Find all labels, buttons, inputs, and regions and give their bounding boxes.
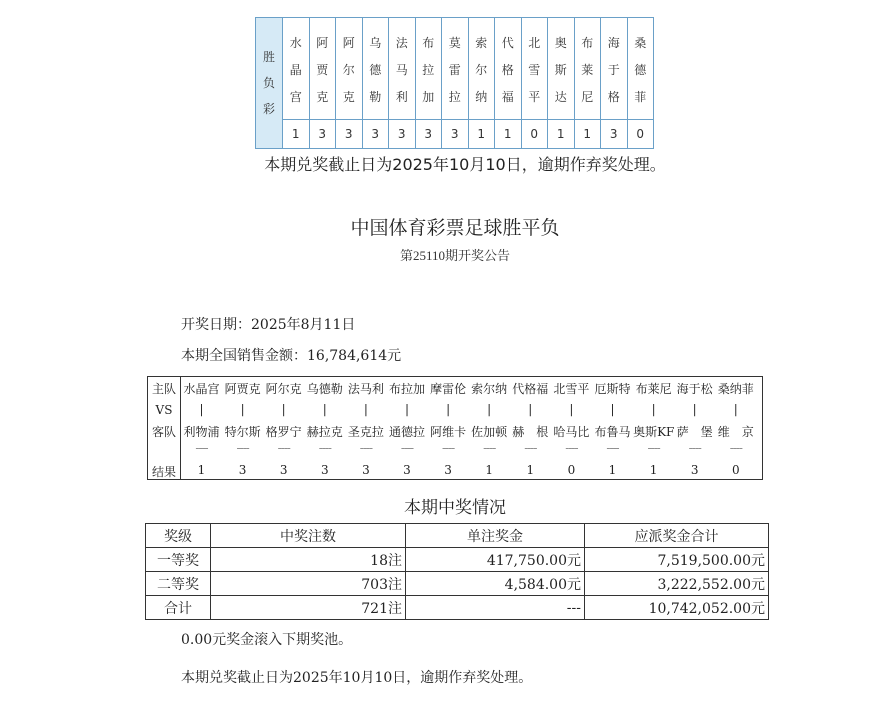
result-cell: 3 xyxy=(601,119,628,148)
prize-table-header xyxy=(146,524,769,548)
match-column xyxy=(345,377,386,479)
vs-separator: | xyxy=(240,402,245,416)
announcement-title: 中国体育彩票足球胜平负 xyxy=(350,218,560,239)
match-result: 3 xyxy=(362,463,370,477)
away-team: 奥斯KF xyxy=(633,425,675,439)
vs-separator: | xyxy=(487,402,492,416)
home-team: 水晶宫 xyxy=(183,382,220,396)
result-cell: 1 xyxy=(574,119,601,148)
away-team: 格罗宁 xyxy=(265,425,302,439)
vs-separator: | xyxy=(363,402,368,416)
result-label: 结果 xyxy=(151,465,176,479)
match-result: 1 xyxy=(526,463,535,477)
match-result: 0 xyxy=(731,463,740,477)
away-team: 利物浦 xyxy=(183,425,220,439)
dash-separator: ---- xyxy=(359,441,372,455)
vs-separator: | xyxy=(610,402,615,416)
vs-separator: | xyxy=(322,402,327,416)
home-team: 阿贾克 xyxy=(224,382,261,396)
dash-separator: ---- xyxy=(236,441,249,455)
total-prize: 7,519,500.00元 xyxy=(585,548,769,572)
result-cell: 3 xyxy=(336,119,363,148)
total-prize: 3,222,552.00元 xyxy=(585,572,769,596)
away-team: 维 京 xyxy=(717,425,754,439)
dash-separator: ---- xyxy=(688,441,701,455)
team-header: 北 雪 平 xyxy=(521,18,548,120)
team-header: 阿 尔 克 xyxy=(336,18,363,120)
home-team: 法马利 xyxy=(347,382,384,396)
home-team: 布拉加 xyxy=(388,382,425,396)
unit-prize: 417,750.00元 xyxy=(406,548,585,572)
dash-separator: ---- xyxy=(318,441,331,455)
winner-count: 721注 xyxy=(211,596,406,620)
prize-section-title: 本期中奖情况 xyxy=(404,498,506,518)
vs-separator: | xyxy=(733,402,738,416)
vs-separator: | xyxy=(281,402,286,416)
team-header: 桑 德 菲 xyxy=(627,18,654,120)
match-column xyxy=(222,377,263,479)
match-column xyxy=(428,377,469,479)
vs-separator: | xyxy=(446,402,451,416)
away-team: 赫 根 xyxy=(512,425,549,439)
match-result: 3 xyxy=(238,463,247,477)
home-team: 桑纳菲 xyxy=(717,382,754,396)
result-cell: 1 xyxy=(548,119,575,148)
team-header: 水 晶 宫 xyxy=(283,18,310,120)
lottery-type-label xyxy=(256,18,283,149)
dash-separator: ---- xyxy=(565,441,578,455)
home-label: 主队 xyxy=(151,382,176,396)
result-cell: 1 xyxy=(283,119,310,148)
match-column xyxy=(633,377,674,479)
lottery-result-table xyxy=(255,17,654,149)
match-result: 1 xyxy=(649,463,658,477)
away-team: 通德拉 xyxy=(388,425,425,439)
match-result: 0 xyxy=(567,463,576,477)
team-header: 乌 德 勒 xyxy=(362,18,389,120)
vs-separator: | xyxy=(569,402,574,416)
sales-amount: 本期全国销售金额：16,784,614元 xyxy=(181,348,402,364)
match-column xyxy=(387,377,428,479)
dash-separator: ---- xyxy=(483,441,496,455)
match-column xyxy=(304,377,345,479)
home-team: 代格福 xyxy=(512,382,549,396)
match-column xyxy=(181,377,222,479)
team-header: 法 马 利 xyxy=(389,18,416,120)
vs-label: VS xyxy=(155,403,173,417)
result-cell: 0 xyxy=(521,119,548,148)
rollover-note: 0.00元奖金滚入下期奖池。 xyxy=(181,632,353,648)
header-cell: 单注奖金 xyxy=(406,524,585,548)
header-cell: 中奖注数 xyxy=(211,524,406,548)
home-team: 索尔纳 xyxy=(471,382,508,396)
total-prize: 10,742,052.00元 xyxy=(585,596,769,620)
winner-count: 703注 xyxy=(211,572,406,596)
result-cell: 3 xyxy=(362,119,389,148)
match-result: 3 xyxy=(403,463,411,477)
dash-separator: ---- xyxy=(729,441,742,455)
match-result: 3 xyxy=(279,463,288,477)
home-team: 布莱尼 xyxy=(635,382,672,396)
match-result-box xyxy=(147,376,763,480)
prize-table xyxy=(145,523,769,620)
dash-separator: ---- xyxy=(606,441,619,455)
result-cell: 1 xyxy=(495,119,522,148)
result-cell: 1 xyxy=(468,119,495,148)
match-column xyxy=(592,377,633,479)
vs-separator: | xyxy=(404,402,410,416)
home-team: 北雪平 xyxy=(553,382,590,396)
prize-level: 二等奖 xyxy=(146,572,211,596)
result-cell: 3 xyxy=(442,119,469,148)
table-row xyxy=(146,548,769,572)
match-result: 3 xyxy=(690,463,699,477)
match-result: 1 xyxy=(608,463,617,477)
result-cell: 0 xyxy=(627,119,654,148)
away-team: 萨 堡 xyxy=(676,425,713,439)
team-header: 索 尔 纳 xyxy=(468,18,495,120)
home-team: 摩雷伦 xyxy=(430,382,467,396)
team-header: 布 莱 尼 xyxy=(574,18,601,120)
winner-count: 18注 xyxy=(211,548,406,572)
team-header: 莫 雷 拉 xyxy=(442,18,469,120)
away-team: 佐加顿 xyxy=(471,425,508,439)
dash-separator: ---- xyxy=(277,441,290,455)
result-cell: 3 xyxy=(415,119,442,148)
away-team: 阿维卡 xyxy=(430,425,467,439)
match-column xyxy=(469,377,510,479)
label-char: 胜 xyxy=(262,50,275,64)
result-cell: 3 xyxy=(309,119,336,148)
dash-separator: ---- xyxy=(400,441,414,455)
home-team: 乌德勒 xyxy=(306,382,343,396)
label-char: 负 xyxy=(262,76,275,90)
away-team: 布鲁马 xyxy=(594,425,631,439)
away-team: 哈马比 xyxy=(553,425,590,439)
prize-level: 一等奖 xyxy=(146,548,211,572)
draw-date: 开奖日期：2025年8月11日 xyxy=(181,317,356,333)
match-column xyxy=(715,377,756,479)
label-char: 彩 xyxy=(262,102,275,116)
dash-separator: ---- xyxy=(441,441,455,455)
match-result: 3 xyxy=(444,463,452,477)
away-label: 客队 xyxy=(151,425,176,439)
team-header: 奥 斯 达 xyxy=(548,18,575,120)
away-team: 特尔斯 xyxy=(224,425,261,439)
header-cell: 应派奖金合计 xyxy=(585,524,769,548)
header-cell: 奖级 xyxy=(146,524,211,548)
unit-prize: 4,584.00元 xyxy=(406,572,585,596)
table-row xyxy=(146,572,769,596)
match-result: 3 xyxy=(320,463,329,477)
announcement-subtitle: 第25110期开奖公告 xyxy=(399,248,511,263)
team-header: 布 拉 加 xyxy=(415,18,442,120)
deadline-notice-top: 本期兑奖截止日为2025年10月10日，逾期作弃奖处理。 xyxy=(264,155,666,174)
vs-separator: | xyxy=(199,402,204,416)
unit-prize: --- xyxy=(406,596,585,620)
team-header: 阿 贾 克 xyxy=(309,18,336,120)
home-team: 阿尔克 xyxy=(265,382,302,396)
home-team: 海于松 xyxy=(676,382,713,396)
table-row xyxy=(146,596,769,620)
match-column xyxy=(510,377,551,479)
match-column xyxy=(263,377,304,479)
match-result: 1 xyxy=(485,463,493,477)
prize-level: 合计 xyxy=(146,596,211,620)
match-result: 1 xyxy=(197,463,206,477)
match-column xyxy=(551,377,592,479)
away-team: 圣克拉 xyxy=(347,425,384,439)
team-header: 海 于 格 xyxy=(601,18,628,120)
result-cell: 3 xyxy=(389,119,416,148)
dash-separator: ---- xyxy=(195,441,208,455)
dash-separator: ---- xyxy=(647,441,660,455)
team-header: 代 格 福 xyxy=(495,18,522,120)
vs-separator: | xyxy=(651,402,656,416)
vs-separator: | xyxy=(692,402,697,416)
vs-separator: | xyxy=(528,402,533,416)
match-column xyxy=(674,377,715,479)
home-team: 厄斯特 xyxy=(594,382,631,396)
deadline-notice-bottom: 本期兑奖截止日为2025年10月10日，逾期作弃奖处理。 xyxy=(181,670,533,686)
away-team: 赫拉克 xyxy=(306,425,343,439)
dash-separator: ---- xyxy=(524,441,537,455)
